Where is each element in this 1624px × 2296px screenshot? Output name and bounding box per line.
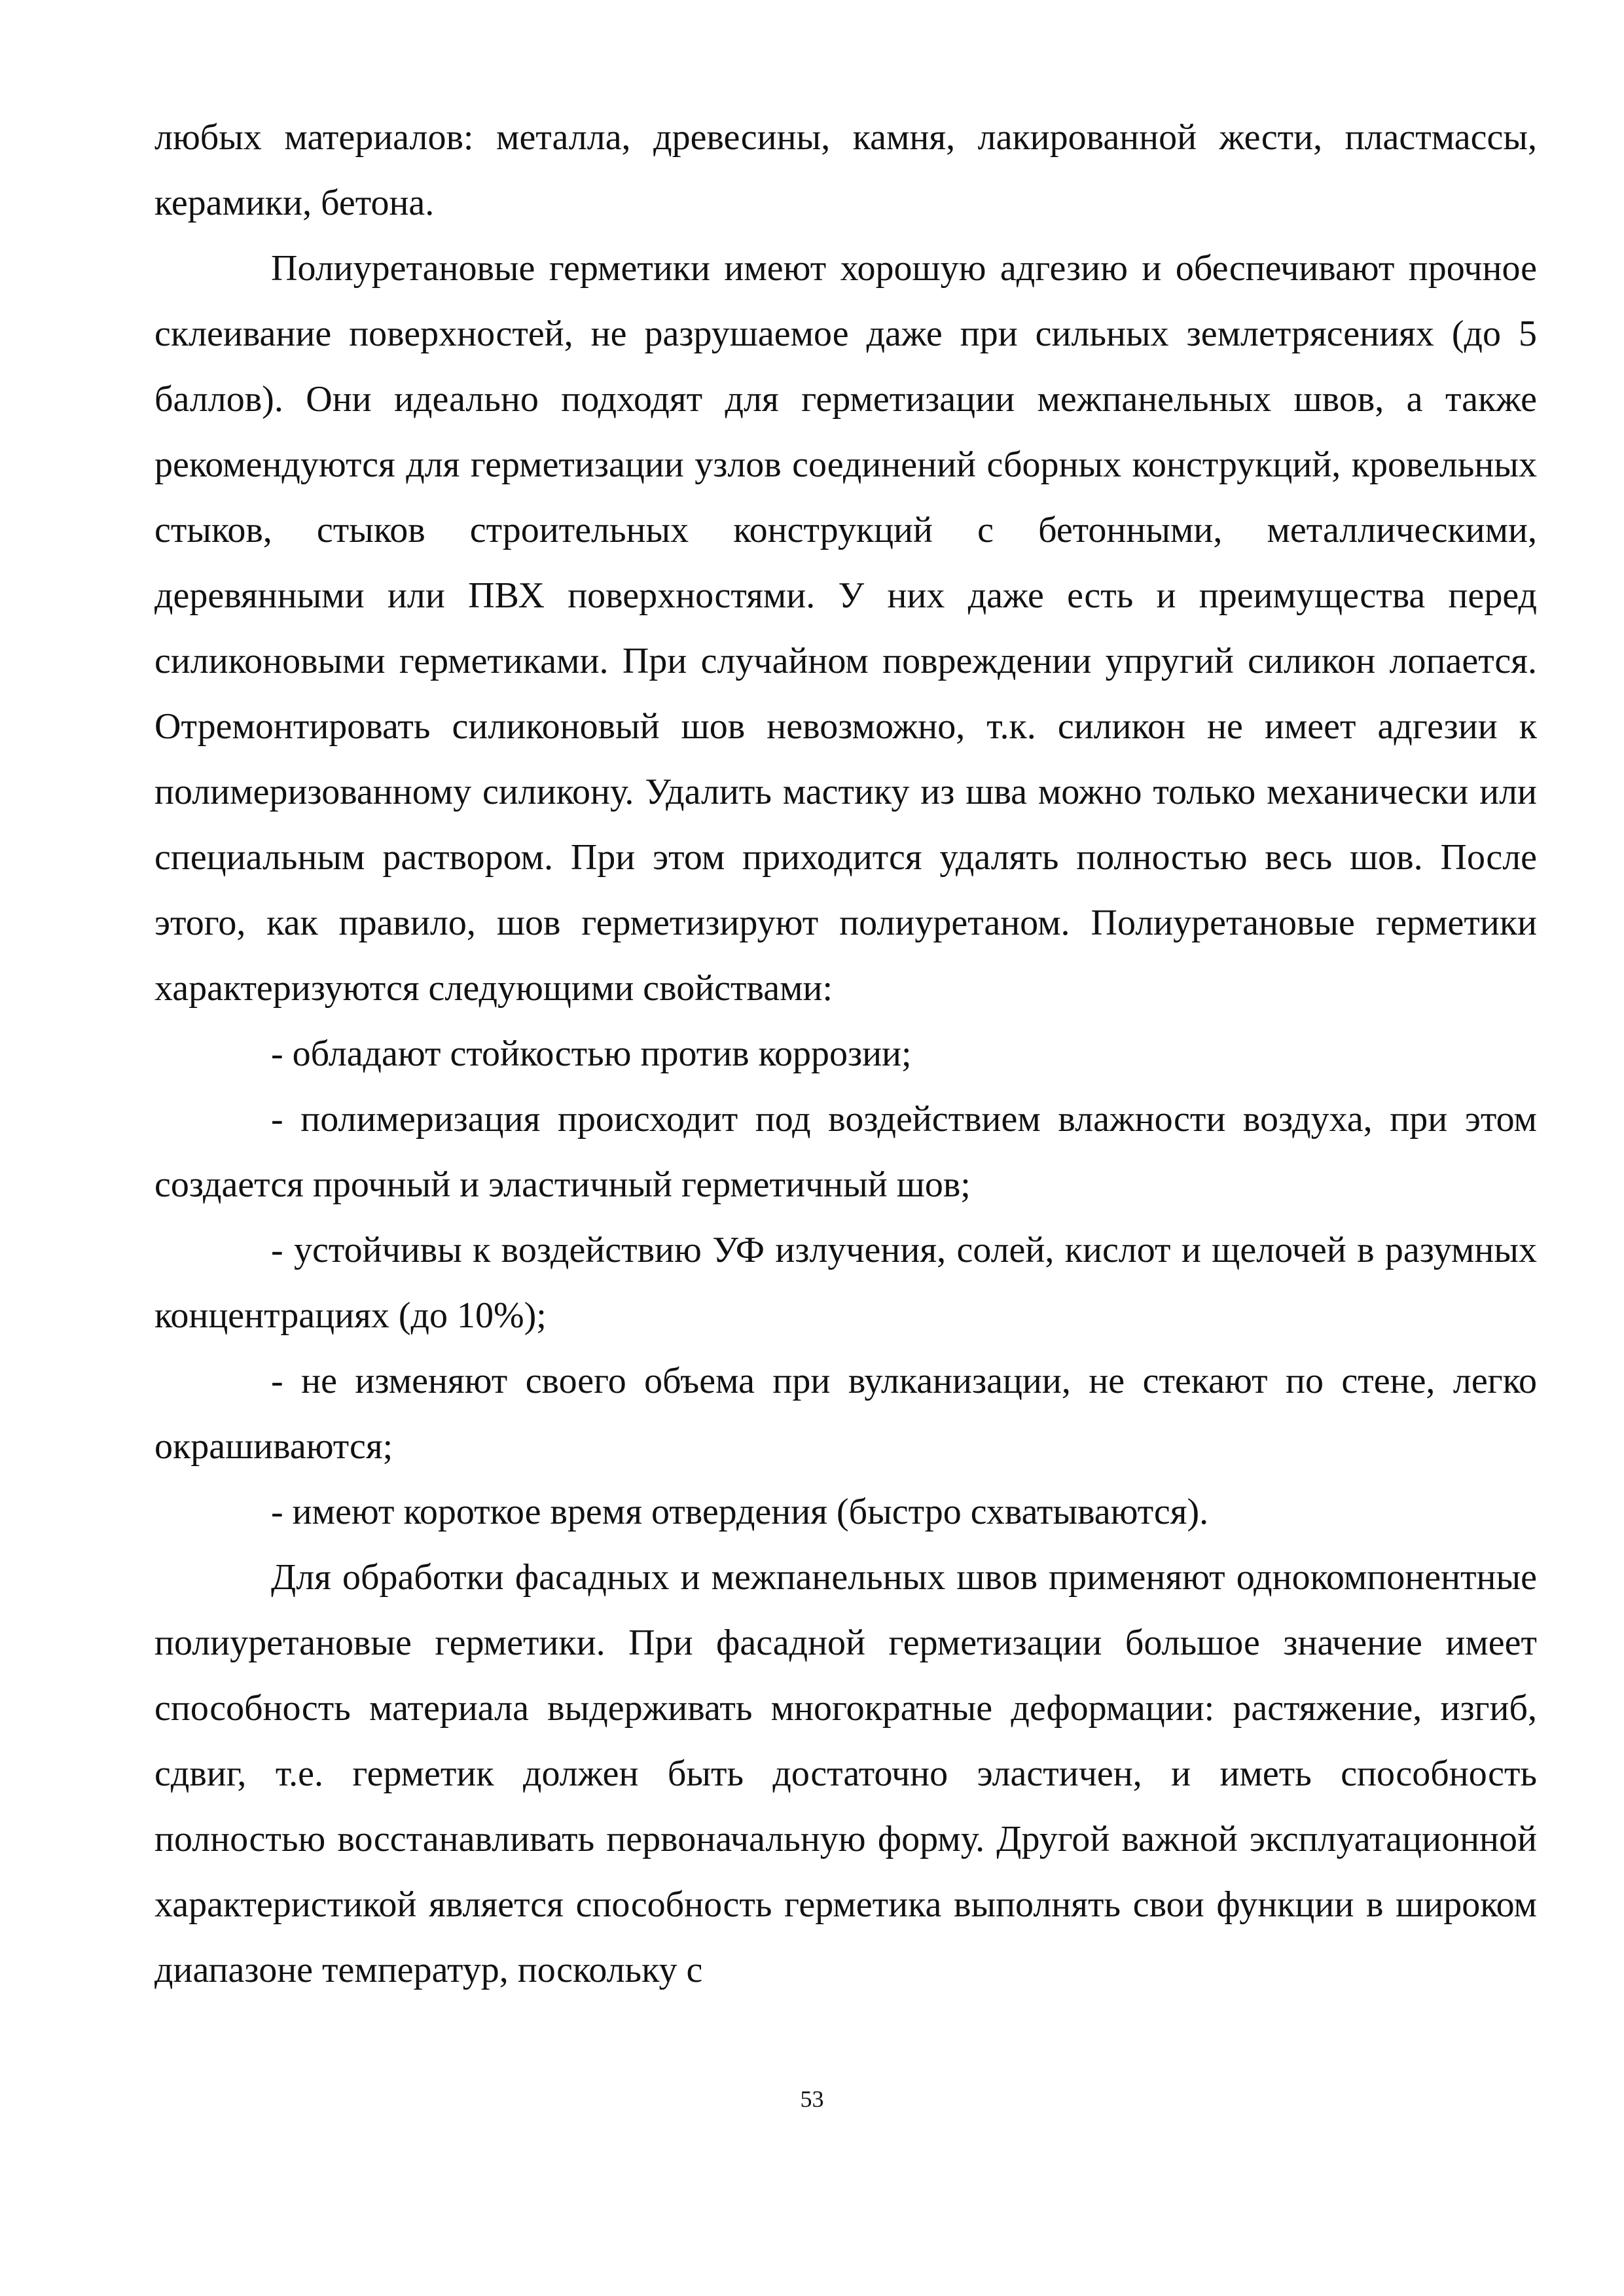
page-number: 53 xyxy=(800,2086,824,2112)
page-body xyxy=(154,105,1537,2003)
list-item-uv-resistance: - устойчивы к воздействию УФ излучения, солей, кислот и щелочей в разумных концентрациях (до 10%); xyxy=(154,1230,1537,1336)
paragraph-continuation: любых материалов: металла, древесины, камня, лакированной жести, пластмассы, керамики, бетона. xyxy=(154,117,1537,223)
list-item-polymerization: - полимеризация происходит под воздействием влажности воздуха, при этом создается прочный и эластичный герметичный шов; xyxy=(154,1099,1537,1205)
paragraph-facade-seams: Для обработки фасадных и межпанельных швов применяют однокомпонентные полиуретановые герметики. При фасадной герметизации большое значение имеет способность материала выдерживать многократные деформации: растяжение, изгиб, сдвиг, т.е. герметик должен быть достаточно эластичен, и иметь способность полностью восстанавливать первоначальную форму. Другой важной эксплуатационной характеристикой является способность герметика выполнять свои функции в широком диапазоне температур, поскольку с xyxy=(154,1557,1537,1990)
list-item-curing-time: - имеют короткое время отвердения (быстро схватываются). xyxy=(271,1492,1209,1532)
list-item-corrosion: - обладают стойкостью против коррозии; xyxy=(271,1033,912,1074)
paragraph-polyurethane-sealants: Полиуретановые герметики имеют хорошую адгезию и обеспечивают прочное склеивание поверхностей, не разрушаемое даже при сильных землетрясениях (до 5 баллов). Они идеально подходят для герметизации межпанельных швов, а также рекомендуются для герметизации узлов соединений сборных конструкций, кровельных стыков, стыков строительных конструкций с бетонными, металлическими, деревянными или ПВХ поверхностями. У них даже есть и преимущества перед силиконовыми герметиками. При случайном повреждении упругий силикон лопается. Отремонтировать силиконовый шов невозможно, т.к. силикон не имеет адгезии к полимеризованному силикону. Удалить мастику из шва можно только механически или специальным раствором. При этом приходится удалять полностью весь шов. После этого, как правило, шов герметизируют полиуретаном. Полиуретановые герметики характеризуются следующими свойствами: xyxy=(154,248,1537,1009)
list-item-volume-stability: - не изменяют своего объема при вулканизации, не стекают по стене, легко окрашиваются; xyxy=(154,1361,1537,1467)
